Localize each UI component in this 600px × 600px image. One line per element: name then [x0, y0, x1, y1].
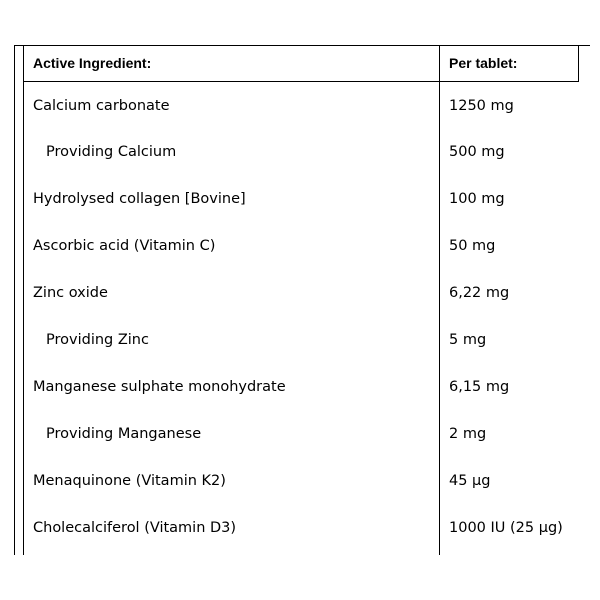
table-row [24, 457, 579, 504]
amount-cell: 45 µg [449, 472, 491, 489]
amount-cell: 2 mg [449, 425, 487, 442]
amount-cell: 100 mg [449, 190, 505, 207]
ingredient-cell: Calcium carbonate [33, 97, 170, 114]
table-row [24, 175, 579, 222]
ingredient-cell: Ascorbic acid (Vitamin C) [33, 237, 216, 254]
ingredient-cell: Cholecalciferol (Vitamin D3) [33, 519, 237, 536]
amount-cell: 5 mg [449, 331, 487, 348]
table-row [24, 504, 579, 551]
table-header-row [24, 45, 579, 81]
ingredient-cell: Providing Manganese [46, 425, 202, 442]
ingredient-cell: Menaquinone (Vitamin K2) [33, 472, 226, 489]
amount-cell: 1250 mg [449, 97, 514, 114]
table-row [24, 316, 579, 363]
table-outer-border-left [14, 45, 15, 555]
table-row [24, 128, 579, 175]
amount-cell: 6,22 mg [449, 284, 510, 301]
ingredient-cell: Providing Zinc [46, 331, 149, 348]
ingredients-table [24, 45, 579, 551]
table-row [24, 363, 579, 410]
ingredient-cell: Providing Calcium [46, 143, 177, 160]
ingredient-cell: Hydrolysed collagen [Bovine] [33, 190, 246, 207]
header-per-tablet: Per tablet: [449, 55, 518, 71]
ingredient-cell: Manganese sulphate monohydrate [33, 378, 286, 395]
ingredient-cell: Zinc oxide [33, 284, 108, 301]
table-row [24, 269, 579, 316]
amount-cell: 6,15 mg [449, 378, 510, 395]
header-active-ingredient: Active Ingredient: [33, 55, 152, 71]
ingredients-table-frame [14, 45, 579, 555]
table-row [24, 222, 579, 269]
amount-cell: 500 mg [449, 143, 505, 160]
amount-cell: 1000 IU (25 µg) [449, 519, 563, 536]
table-row [24, 410, 579, 457]
amount-cell: 50 mg [449, 237, 496, 254]
table-row [24, 81, 579, 128]
